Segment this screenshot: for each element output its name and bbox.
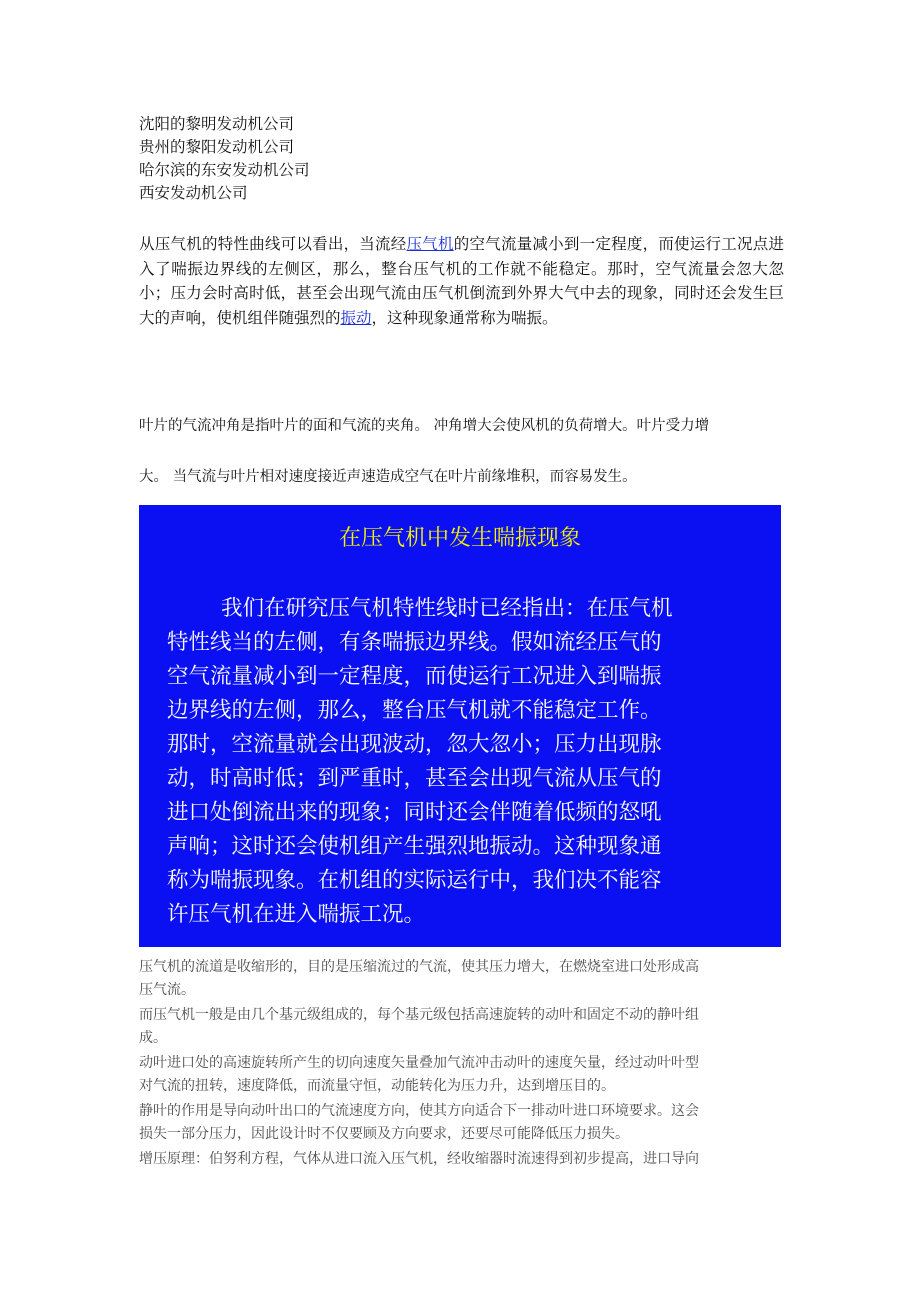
compressor-note-paragraph (139, 1052, 784, 1098)
surge-intro-text: 从压气机的特性曲线可以看出，当流经 (139, 235, 407, 253)
surge-intro-paragraph (139, 232, 784, 330)
slide-line: 动，时高时低；到严重时，甚至会出现气流从压气的 (167, 766, 662, 791)
note-line: 对气流的扭转，速度降低，而流量守恒，动能转化为压力升，达到增压目的。 (139, 1078, 615, 1094)
slide-line: 声响；这时还会使机组产生强烈地振动。这种现象通 (167, 834, 662, 859)
vibration-link[interactable]: 振动 (340, 308, 372, 327)
surge-slide-image (139, 505, 781, 947)
slide-line: 那时，空流量就会出现波动，忽大忽小；压力出现脉 (167, 732, 662, 757)
compressor-note-paragraph (139, 1004, 784, 1050)
compressor-link[interactable]: 压气机 (406, 235, 454, 253)
note-line: 压气机的流道是收缩形的，目的是压缩流过的气流，使其压力增大，在燃烧室进口处形成高 (139, 959, 699, 975)
blade-note-line: 大。 当气流与叶片相对速度接近声速造成空气在叶片前缘堆积，而容易发生。 (139, 469, 637, 485)
slide-title: 在压气机中发生喘振现象 (338, 526, 581, 551)
company-list (139, 113, 779, 205)
slide-line: 进口处倒流出来的现象；同时还会伴随着低频的怒吼 (167, 800, 662, 825)
compressor-note-paragraph (139, 956, 784, 1002)
note-line: 静叶的作用是导向动叶出口的气流速度方向，使其方向适合下一排动叶进口环境要求。这会 (139, 1103, 699, 1119)
company-item: 西安发动机公司 (139, 184, 248, 202)
surge-intro-text: 的空气流量减小到一定程度，而使运行工况点进入了喘振边界线的左侧区，那么，整台压气机的工作就不能稳定。那时，空气流量会忽大忽小；压力会时高时低，甚至会出现气流由压气机倒流到外界大气中去的现象，同时还会发生巨大的声响，使机组伴随强烈的 (139, 235, 784, 327)
slide-line: 边界线的左侧，那么，整台压气机就不能稳定工作。 (167, 698, 662, 723)
surge-intro-text: ，这种现象通常称为喘振。 (371, 308, 558, 327)
slide-line: 特性线当的左侧，有条喘振边界线。假如流经压气的 (167, 630, 662, 655)
note-line: 动叶进口处的高速旋转所产生的切向速度矢量叠加气流冲击动叶的速度矢量，经过动叶叶型 (139, 1055, 699, 1071)
note-line: 成。 (139, 1030, 167, 1046)
company-item: 沈阳的黎明发动机公司 (139, 115, 295, 133)
slide-body (167, 592, 757, 932)
slide-line: 称为喘振现象。在机组的实际运行中，我们决不能容 (167, 868, 662, 893)
company-item: 哈尔滨的东安发动机公司 (139, 161, 310, 179)
compressor-note-paragraph (139, 1100, 784, 1146)
note-line: 损失一部分压力，因此设计时不仅要顾及方向要求，还要尽可能降低压力损失。 (139, 1126, 629, 1142)
compressor-note-paragraph (139, 1148, 784, 1171)
slide-line: 我们在研究压气机特性线时已经指出：在压气机 (221, 596, 673, 621)
blade-note-line: 叶片的气流冲角是指叶片的面和气流的夹角。 冲角增大会使风机的负荷增大。叶片受力增 (139, 418, 710, 434)
company-item: 贵州的黎阳发动机公司 (139, 138, 295, 156)
slide-line: 许压气机在进入喘振工况。 (167, 902, 426, 927)
slide-line: 空气流量减小到一定程度，而使运行工况进入到喘振 (167, 664, 662, 689)
note-line: 而压气机一般是由几个基元级组成的，每个基元级包括高速旋转的动叶和固定不动的静叶组 (139, 1007, 699, 1023)
note-line: 增压原理：伯努利方程，气体从进口流入压气机，经收缩器时流速得到初步提高，进口导向 (139, 1151, 699, 1167)
note-line: 压气流。 (139, 982, 195, 998)
